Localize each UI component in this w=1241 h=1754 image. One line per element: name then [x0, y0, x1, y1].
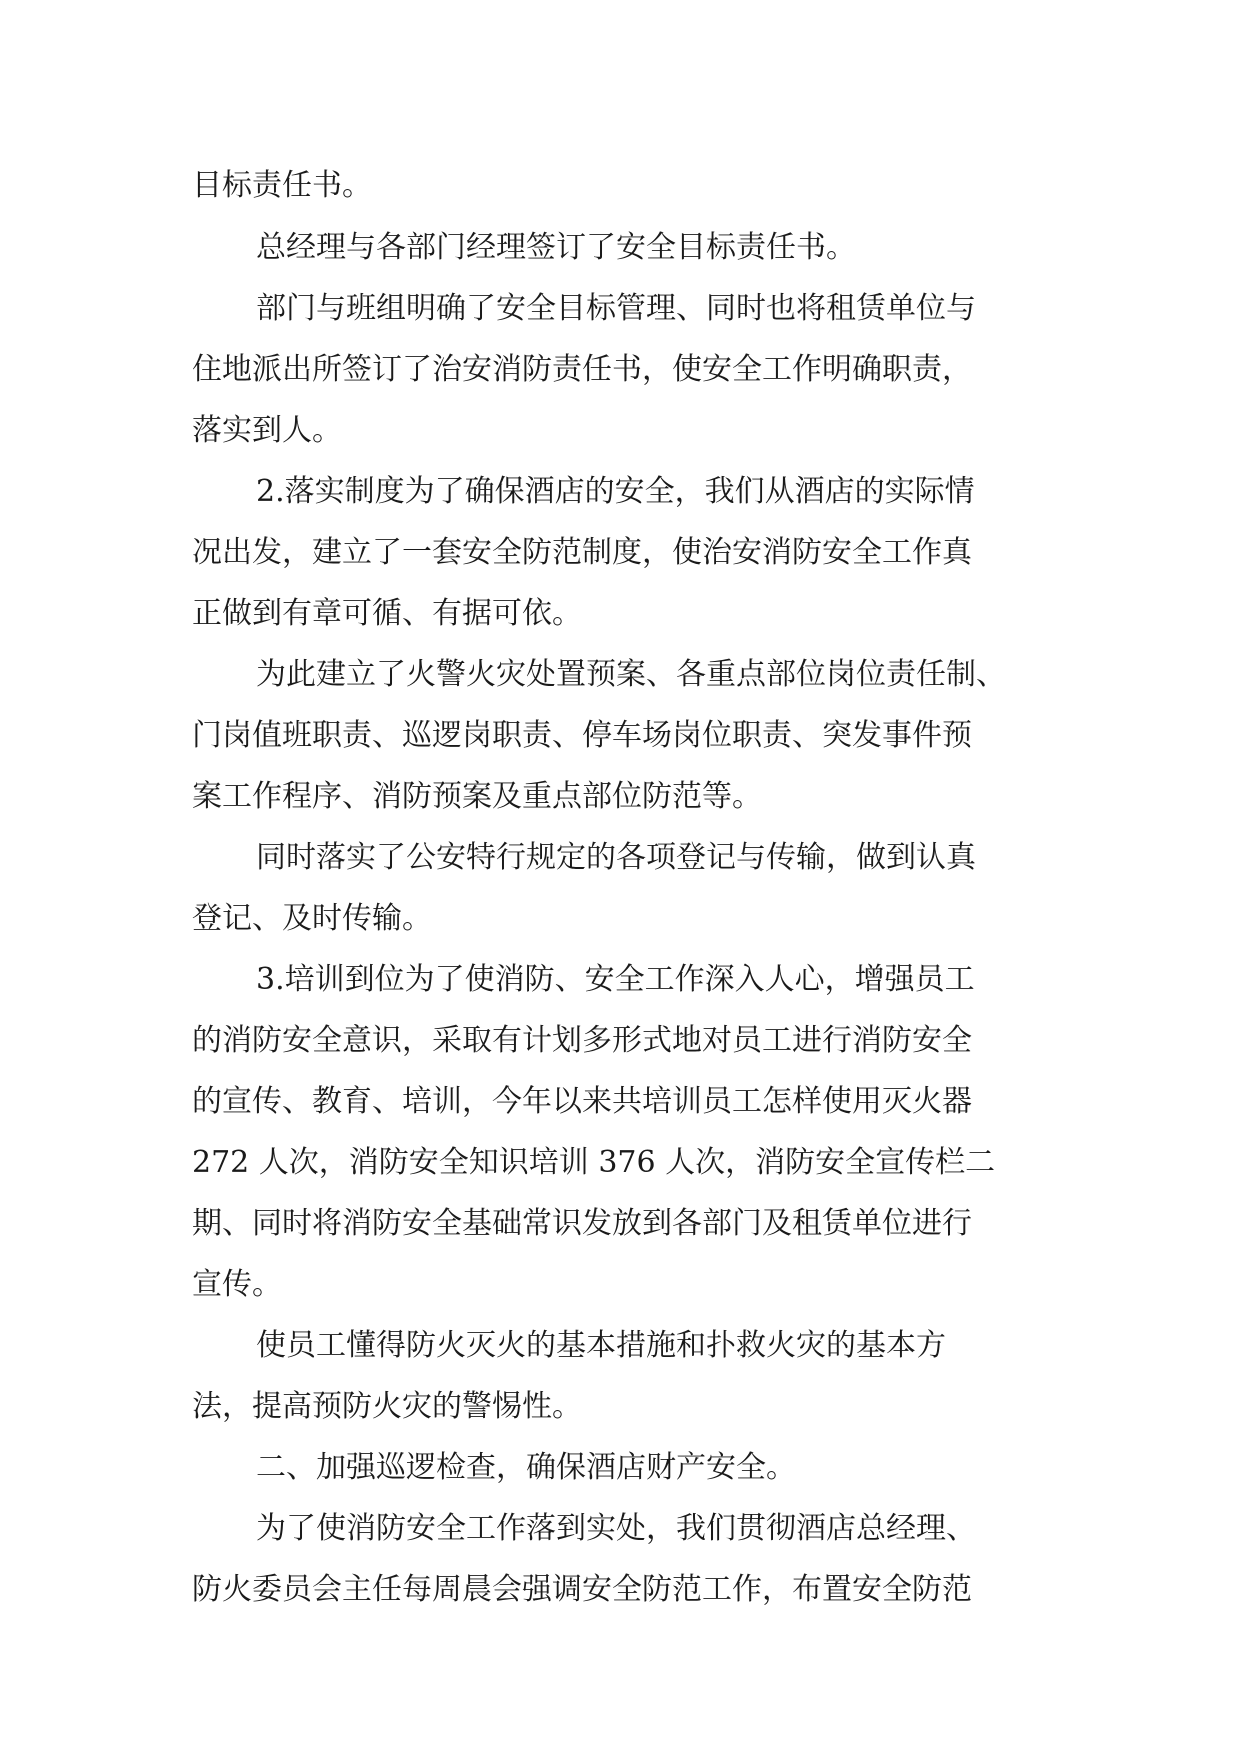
section-heading: 二、加强巡逻检查，确保酒店财产安全。	[256, 1450, 796, 1485]
text-line: 况出发，建立了一套安全防范制度，使治安消防安全工作真	[192, 535, 972, 570]
text-line: 期、同时将消防安全基础常识发放到各部门及租赁单位进行	[192, 1206, 972, 1241]
paragraph-line: 2.落实制度为了确保酒店的安全，我们从酒店的实际情	[256, 474, 975, 509]
text-line: 防火委员会主任每周晨会强调安全防范工作，布置安全防范	[192, 1572, 972, 1607]
text-line: 的消防安全意识，采取有计划多形式地对员工进行消防安全	[192, 1023, 972, 1058]
paragraph-line: 3.培训到位为了使消防、安全工作深入人心，增强员工	[256, 962, 975, 997]
text-line: 目标责任书。	[192, 168, 372, 203]
text-line: 法，提高预防火灾的警惕性。	[192, 1389, 582, 1424]
text-line: 门岗值班职责、巡逻岗职责、停车场岗位职责、突发事件预	[192, 718, 972, 753]
text-line: 272 人次，消防安全知识培训 376 人次，消防安全宣传栏二	[192, 1145, 996, 1180]
paragraph-line: 总经理与各部门经理签订了安全目标责任书。	[256, 230, 856, 265]
text-line: 登记、及时传输。	[192, 901, 432, 936]
text-line: 住地派出所签订了治安消防责任书，使安全工作明确职责，	[192, 352, 972, 387]
text-line: 的宣传、教育、培训，今年以来共培训员工怎样使用灭火器	[192, 1084, 972, 1119]
paragraph-line: 为了使消防安全工作落到实处，我们贯彻酒店总经理、	[256, 1511, 976, 1546]
paragraph-line: 使员工懂得防火灭火的基本措施和扑救火灾的基本方	[256, 1328, 946, 1363]
paragraph-line: 为此建立了火警火灾处置预案、各重点部位岗位责任制、	[256, 657, 1006, 692]
text-line: 落实到人。	[192, 413, 342, 448]
text-line: 正做到有章可循、有据可依。	[192, 596, 582, 631]
text-line: 宣传。	[192, 1267, 282, 1302]
paragraph-line: 同时落实了公安特行规定的各项登记与传输，做到认真	[256, 840, 976, 875]
text-line: 案工作程序、消防预案及重点部位防范等。	[192, 779, 762, 814]
paragraph-line: 部门与班组明确了安全目标管理、同时也将租赁单位与	[256, 291, 976, 326]
